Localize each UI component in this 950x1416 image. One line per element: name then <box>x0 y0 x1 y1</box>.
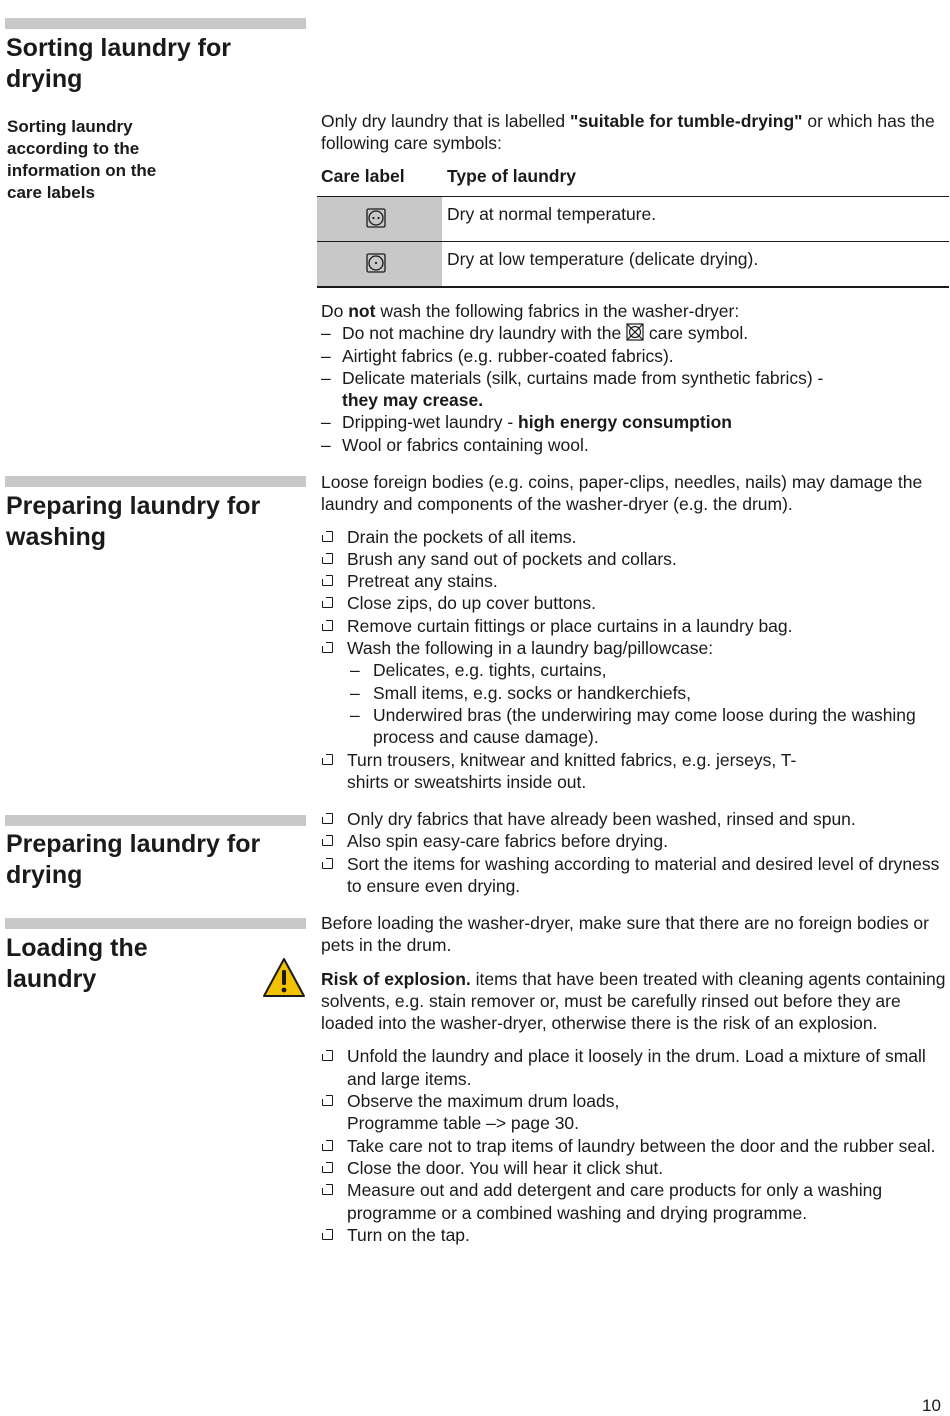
drying-block <box>321 808 946 897</box>
list-item: – Airtight fabrics (e.g. rubber-coated fabrics). <box>321 345 946 367</box>
warning-triangle-icon <box>262 956 306 1000</box>
section-title-drying: Preparing laundry for drying <box>6 830 261 889</box>
page-number: 10 <box>922 1396 941 1415</box>
subsection-title-care-labels: Sorting laundry according to the information on the care labels <box>7 117 157 202</box>
tumble-dry-low-icon <box>366 253 386 273</box>
list-item: Turn trousers, knitwear and knitted fabrics, e.g. jerseys, T-shirts or sweatshirts inside out. <box>321 749 946 794</box>
washing-block <box>321 471 946 793</box>
section-divider-bar <box>5 18 306 29</box>
column-header-care-label: Care label <box>321 166 405 186</box>
list-item: Also spin easy-care fabrics before drying. <box>321 830 946 852</box>
washing-list <box>321 526 946 794</box>
laundry-type-text: Dry at low temperature (delicate drying). <box>447 249 759 269</box>
washing-intro: Loose foreign bodies (e.g. coins, paper-clips, needles, nails) may damage the laundry and components of the washer-dryer (e.g. the drum). <box>321 472 923 515</box>
list-item: Brush any sand out of pockets and collars. <box>321 548 946 570</box>
table-header <box>317 166 949 192</box>
list-item: Take care not to trap items of laundry between the door and the rubber seal. <box>321 1135 946 1157</box>
laundry-type-text: Dry at normal temperature. <box>447 204 657 224</box>
list-item: Only dry fabrics that have already been washed, rinsed and spun. <box>321 808 946 830</box>
list-item: – Delicate materials (silk, curtains made from synthetic fabrics) - they may crease. <box>321 367 946 412</box>
list-item: – Wool or fabrics containing wool. <box>321 434 946 456</box>
drying-list <box>321 808 946 897</box>
section-divider-bar <box>5 918 306 929</box>
loading-list <box>321 1045 946 1246</box>
section-title-loading: Loading the laundry <box>6 934 148 993</box>
list-item: Remove curtain fittings or place curtains in a laundry bag. <box>321 615 946 637</box>
list-item: Wash the following in a laundry bag/pillowcase: – Delicates, e.g. tights, curtains, – Small items, e.g. socks or handkerchiefs, – Underwired bras (the underwiring may come loose during the washing process and cause damage). <box>321 637 946 748</box>
list-item: Drain the pockets of all items. <box>321 526 946 548</box>
section-divider-bar <box>5 476 306 487</box>
section-title-washing: Preparing laundry for washing <box>6 492 261 551</box>
list-item: – Small items, e.g. socks or handkerchiefs, <box>347 682 946 704</box>
list-item: Measure out and add detergent and care products for only a washing programme or a combined washing and drying programme. <box>321 1179 946 1224</box>
explosion-warning: Risk of explosion. items that have been treated with cleaning agents containing solvents, e.g. stain remover or, must be carefully rinsed out before they are loaded into the washer-dryer, otherwise there is the risk of an explosion. <box>321 968 946 1034</box>
section-divider-bar <box>5 815 306 826</box>
care-symbol-cell <box>317 242 442 286</box>
list-item: Close zips, do up cover buttons. <box>321 592 946 614</box>
section-title-sorting: Sorting laundry for drying <box>6 34 231 93</box>
loading-intro: Before loading the washer-dryer, make sure that there are no foreign bodies or pets in the drum. <box>321 913 929 956</box>
tumble-dry-normal-icon <box>366 208 386 228</box>
donot-list <box>321 322 946 456</box>
list-item: – Delicates, e.g. tights, curtains, <box>347 659 946 681</box>
list-item: Pretreat any stains. <box>321 570 946 592</box>
donot-intro: Do not wash the following fabrics in the washer-dryer: <box>321 301 740 321</box>
list-item: Sort the items for washing according to material and desired level of dryness to ensure even drying. <box>321 853 946 898</box>
column-header-type: Type of laundry <box>447 166 576 186</box>
list-item: Unfold the laundry and place it loosely in the drum. Load a mixture of small and large items. <box>321 1045 946 1090</box>
care-symbol-cell <box>317 197 442 241</box>
list-item: – Dripping-wet laundry - high energy consumption <box>321 411 946 433</box>
list-item: Turn on the tap. <box>321 1224 946 1246</box>
sorting-intro: Only dry laundry that is labelled "suitable for tumble-drying" or which has the following care symbols: <box>321 111 935 154</box>
table-row <box>317 196 949 241</box>
list-item: Close the door. You will hear it click shut. <box>321 1157 946 1179</box>
list-item: – Underwired bras (the underwiring may come loose during the washing process and cause damage). <box>347 704 946 749</box>
do-not-tumble-dry-icon <box>626 323 644 341</box>
care-label-table <box>317 166 949 288</box>
loading-block <box>321 912 946 1246</box>
list-item: – Do not machine dry laundry with the care symbol. <box>321 322 946 344</box>
list-item: Observe the maximum drum loads, Programme table –> page 30. <box>321 1090 946 1135</box>
table-row <box>317 241 949 288</box>
laundry-bag-sublist <box>347 659 946 748</box>
donot-block <box>321 300 946 456</box>
